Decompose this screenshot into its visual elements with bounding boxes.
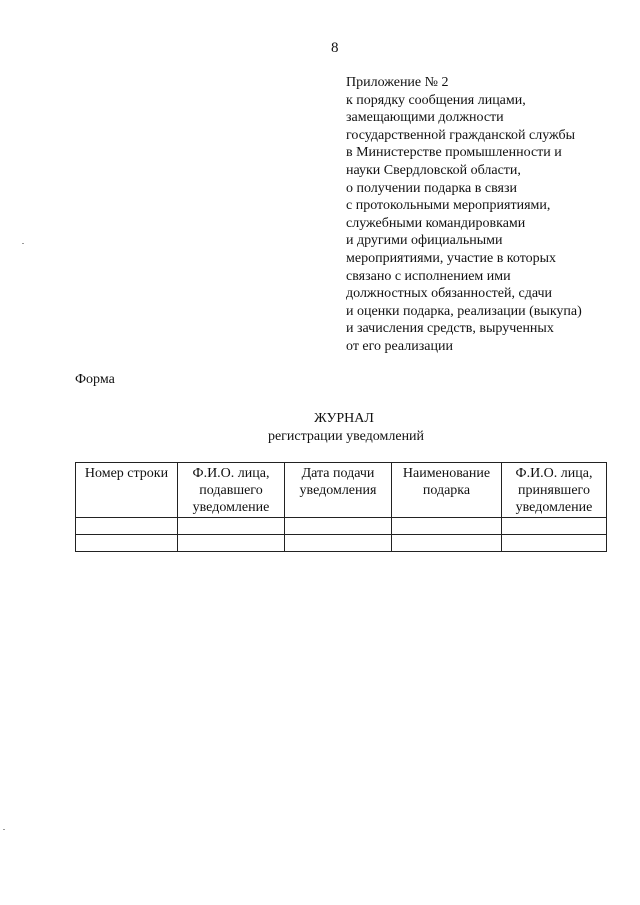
appendix-line: к порядку сообщения лицами, — [346, 92, 526, 108]
appendix-line: служебными командировками — [346, 215, 526, 231]
column-header-row-number: Номер строки — [76, 463, 178, 518]
table-cell — [285, 535, 392, 552]
appendix-line: замещающими должности — [346, 110, 504, 126]
appendix-line: в Министерстве промышленности и — [346, 145, 562, 161]
table-row — [76, 535, 607, 552]
appendix-line: связано с исполнением ими — [346, 268, 511, 284]
table-cell — [76, 535, 178, 552]
journal-subtitle: регистрации уведомлений — [267, 429, 425, 444]
table-header-row — [76, 463, 607, 518]
journal-table — [75, 462, 607, 552]
table-cell — [178, 518, 285, 535]
scan-speck — [22, 243, 24, 244]
appendix-line: Приложение № 2 — [346, 75, 449, 90]
appendix-line: и зачисления средств, вырученных — [346, 321, 554, 337]
journal-title-block — [0, 410, 640, 446]
table-cell — [392, 535, 502, 552]
appendix-header — [346, 74, 631, 356]
appendix-line: с протокольными мероприятиями, — [346, 198, 551, 214]
appendix-line: науки Свердловской области, — [346, 162, 521, 178]
table-cell — [502, 518, 607, 535]
appendix-line: должностных обязанностей, сдачи — [346, 286, 553, 302]
appendix-line: от его реализации — [346, 338, 453, 354]
column-header-submission-date: Дата подачи уведомления — [285, 463, 392, 518]
journal-title: ЖУРНАЛ — [314, 411, 374, 426]
table-cell — [502, 535, 607, 552]
appendix-line: и другими официальными — [346, 233, 503, 249]
page-number: 8 — [331, 40, 339, 56]
scan-speck — [3, 829, 5, 830]
table-cell — [178, 535, 285, 552]
table-cell — [392, 518, 502, 535]
column-header-submitter-name: Ф.И.О. лица, подавшего уведомление — [178, 463, 285, 518]
appendix-line: и оценки подарка, реализации (выкупа) — [346, 303, 582, 319]
table-row — [76, 518, 607, 535]
appendix-line: мероприятиями, участие в которых — [346, 250, 557, 266]
table-cell — [285, 518, 392, 535]
form-label: Форма — [75, 372, 115, 387]
table-cell — [76, 518, 178, 535]
column-header-receiver-name: Ф.И.О. лица, принявшего уведомление — [502, 463, 607, 518]
column-header-gift-name: Наименование подарка — [392, 463, 502, 518]
appendix-line: государственной гражданской службы — [346, 127, 576, 143]
appendix-line: о получении подарка в связи — [346, 180, 517, 196]
